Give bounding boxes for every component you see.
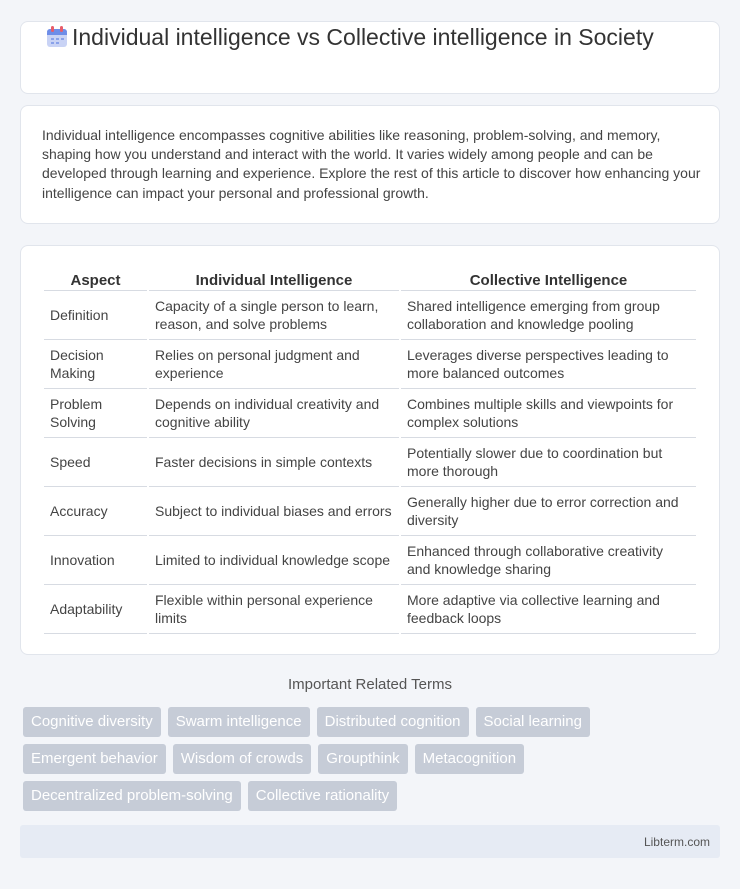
row-aspect: Accuracy — [44, 487, 147, 536]
table-row — [44, 585, 696, 634]
table-row — [44, 389, 696, 438]
comparison-table — [42, 264, 698, 634]
related-term-tag[interactable]: Metacognition — [415, 744, 524, 774]
calendar-icon — [44, 24, 70, 50]
row-aspect: Adaptability — [44, 585, 147, 634]
row-individual: Faster decisions in simple contexts — [149, 438, 399, 487]
row-aspect: Definition — [44, 291, 147, 340]
table-header-row — [44, 264, 696, 291]
related-term-tag[interactable]: Distributed cognition — [317, 707, 469, 737]
related-term-tag[interactable]: Collective rationality — [248, 781, 397, 811]
row-aspect: Innovation — [44, 536, 147, 585]
row-collective: Enhanced through collaborative creativity and knowledge sharing — [401, 536, 696, 585]
row-individual: Flexible within personal experience limits — [149, 585, 399, 634]
related-term-tag[interactable]: Wisdom of crowds — [173, 744, 312, 774]
table-row — [44, 291, 696, 340]
page-title: Individual intelligence vs Collective intelligence in Society — [72, 24, 654, 50]
related-term-tag[interactable]: Social learning — [476, 707, 590, 737]
column-header-individual: Individual Intelligence — [149, 264, 399, 291]
row-individual: Capacity of a single person to learn, reason, and solve problems — [149, 291, 399, 340]
row-individual: Relies on personal judgment and experience — [149, 340, 399, 389]
row-collective: Leverages diverse perspectives leading to more balanced outcomes — [401, 340, 696, 389]
comparison-card — [20, 245, 720, 655]
row-collective: More adaptive via collective learning and feedback loops — [401, 585, 696, 634]
row-aspect: Problem Solving — [44, 389, 147, 438]
table-row — [44, 487, 696, 536]
footer-site-link[interactable]: Libterm.com — [643, 835, 710, 849]
table-row — [44, 536, 696, 585]
related-term-tag[interactable]: Emergent behavior — [23, 744, 166, 774]
row-collective: Shared intelligence emerging from group collaboration and knowledge pooling — [401, 291, 696, 340]
column-header-aspect: Aspect — [44, 264, 147, 291]
related-terms-title: Important Related Terms — [288, 676, 452, 693]
intro-card — [20, 105, 720, 224]
row-individual: Depends on individual creativity and cognitive ability — [149, 389, 399, 438]
footer — [20, 825, 720, 858]
row-aspect: Decision Making — [44, 340, 147, 389]
related-terms-list — [23, 707, 633, 811]
row-collective: Potentially slower due to coordination but more thorough — [401, 438, 696, 487]
related-term-tag[interactable]: Decentralized problem-solving — [23, 781, 241, 811]
related-term-tag[interactable]: Swarm intelligence — [168, 707, 310, 737]
related-term-tag[interactable]: Cognitive diversity — [23, 707, 161, 737]
column-header-collective: Collective Intelligence — [401, 264, 696, 291]
row-collective: Generally higher due to error correction and diversity — [401, 487, 696, 536]
table-row — [44, 340, 696, 389]
row-individual: Subject to individual biases and errors — [149, 487, 399, 536]
row-collective: Combines multiple skills and viewpoints for complex solutions — [401, 389, 696, 438]
row-individual: Limited to individual knowledge scope — [149, 536, 399, 585]
related-term-tag[interactable]: Groupthink — [318, 744, 407, 774]
table-row — [44, 438, 696, 487]
intro-paragraph: Individual intelligence encompasses cognitive abilities like reasoning, problem-solving, and memory, shaping how you understand and interact with the world. It varies widely among people and can be developed through learning and experience. Explore the rest of this article to discover how enhancing your intelligence can impact your personal and professional growth. — [42, 127, 701, 201]
row-aspect: Speed — [44, 438, 147, 487]
